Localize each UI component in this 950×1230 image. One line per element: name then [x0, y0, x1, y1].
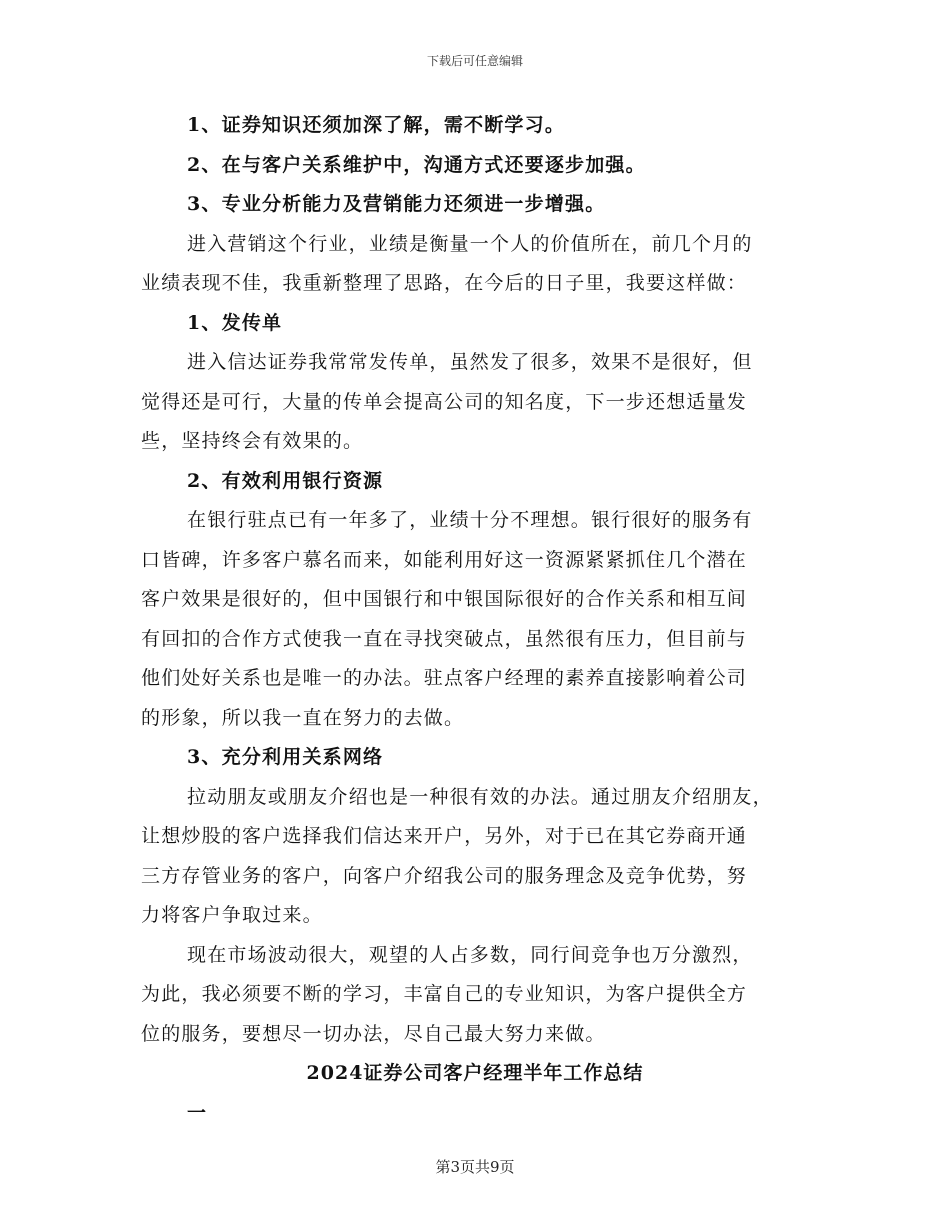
section-mark: 一	[187, 1101, 208, 1124]
paragraph-line: 拉动朋友或朋友介绍也是一种很有效的办法。通过朋友介绍朋友，	[187, 785, 773, 808]
paragraph-line: 位的服务，要想尽一切办法，尽自己最大努力来做。	[141, 1022, 606, 1045]
paragraph-line: 他们处好关系也是唯一的办法。驻点客户经理的素养直接影响着公司	[141, 667, 748, 689]
page-footer: 第3页共9页	[435, 1158, 515, 1176]
section-heading: 1、发传单	[187, 311, 283, 334]
paragraph-line: 进入营销这个行业，业绩是衡量一个人的价值所在，前几个月的	[187, 232, 753, 255]
paragraph-line: 些，坚持终会有效果的。	[141, 430, 364, 452]
paragraph-line: 的形象，所以我一直在努力的去做。	[141, 706, 465, 729]
paragraph-line: 让想炒股的客户选择我们信达来开户，另外，对于已在其它券商开通	[141, 825, 748, 847]
document-title: 2024证券公司客户经理半年工作总结	[306, 1062, 644, 1084]
section-heading: 3、充分利用关系网络	[187, 746, 384, 768]
paragraph-line: 三方存管业务的客户，向客户介绍我公司的服务理念及竞争优势，努	[141, 864, 748, 887]
list-item: 2、在与客户关系维护中，沟通方式还要逐步加强。	[187, 153, 646, 176]
paragraph-line: 业绩表现不佳，我重新整理了思路，在今后的日子里，我要这样做：	[141, 272, 748, 294]
paragraph-line: 现在市场波动很大，观望的人占多数，同行间竞争也万分激烈，	[187, 943, 753, 966]
paragraph-line: 进入信达证券我常常发传单，虽然发了很多，效果不是很好，但	[187, 351, 753, 373]
paragraph-line: 为此，我必须要不断的学习，丰富自己的专业知识，为客户提供全方	[141, 983, 748, 1005]
list-item: 1、证券知识还须加深了解，需不断学习。	[187, 114, 566, 136]
section-heading: 2、有效利用银行资源	[187, 469, 384, 492]
paragraph-line: 客户效果是很好的，但中国银行和中银国际很好的合作关系和相互间	[141, 588, 748, 610]
paragraph-line: 觉得还是可行，大量的传单会提高公司的知名度，下一步还想适量发	[141, 390, 748, 413]
list-item: 3、专业分析能力及营销能力还须进一步增强。	[187, 193, 606, 215]
paragraph-line: 口皆碑，许多客户慕名而来，如能利用好这一资源紧紧抓住几个潜在	[141, 548, 748, 571]
paragraph-line: 有回扣的合作方式使我一直在寻找突破点，虽然很有压力，但目前与	[141, 627, 748, 650]
paragraph-line: 在银行驻点已有一年多了，业绩十分不理想。银行很好的服务有	[187, 509, 753, 531]
page-header: 下载后可任意编辑	[426, 54, 523, 68]
document-body	[141, 106, 809, 1133]
paragraph-line: 力将客户争取过来。	[141, 904, 323, 926]
